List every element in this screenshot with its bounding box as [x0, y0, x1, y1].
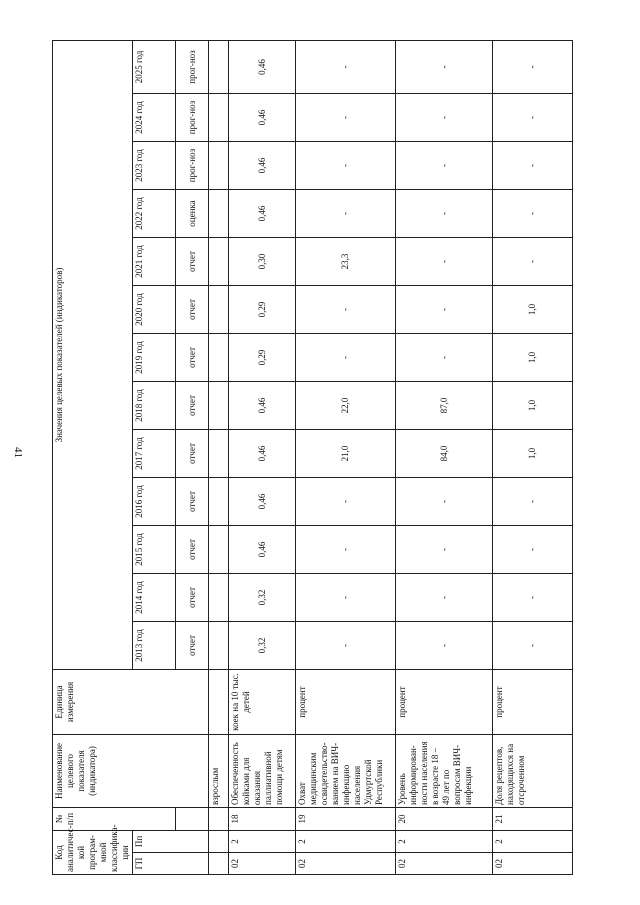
status-cell: отчет [176, 478, 209, 526]
year-2017: 2017 год [133, 430, 176, 478]
row-value: 1,0 [493, 286, 573, 334]
row-value: - [396, 190, 493, 238]
table-row [229, 40, 296, 874]
row-value: 0,46 [229, 430, 296, 478]
row-pp: 2 [493, 831, 573, 853]
header-name: Наименование целевого показателя (индикатора) [53, 735, 209, 808]
table-row [296, 40, 396, 874]
row-value: - [493, 94, 573, 142]
row-value: 0,32 [229, 622, 296, 670]
year-2015: 2015 год [133, 526, 176, 574]
row-name: Охват медицинским освидетельство-ванием на ВИЧ-инфекцию населения Удмуртской Республики [296, 735, 396, 808]
row-value: 0,46 [229, 478, 296, 526]
row-value: - [296, 286, 396, 334]
row-value: 1,0 [493, 334, 573, 382]
row-pp: 2 [296, 831, 396, 853]
row-num: 20 [396, 808, 493, 831]
row-name: Уровень информирован-ности населения в возрасте 18 – 49 лет по вопросам ВИЧ-инфекции [396, 735, 493, 808]
row-value: - [396, 526, 493, 574]
continued-name: взрослым [209, 735, 229, 808]
row-value: - [493, 238, 573, 286]
row-value: - [296, 574, 396, 622]
status-cell: прог-ноз [176, 40, 209, 93]
row-value: 0,46 [229, 142, 296, 190]
row-value: 0,46 [229, 526, 296, 574]
row-name: Обеспеченность койками для оказания паллиативной помощи детям [229, 735, 296, 808]
status-cell: отчет [176, 286, 209, 334]
row-value: 0,32 [229, 574, 296, 622]
year-2019: 2019 год [133, 334, 176, 382]
row-value: - [493, 574, 573, 622]
row-value: 0,30 [229, 238, 296, 286]
header-code-gp: ГП [133, 853, 209, 875]
row-num: 19 [296, 808, 396, 831]
row-gp: 02 [396, 853, 493, 875]
status-cell: отчет [176, 382, 209, 430]
row-value: 0,46 [229, 382, 296, 430]
row-value: - [296, 94, 396, 142]
header-unit: Единица измерения [53, 670, 209, 735]
row-value: - [396, 94, 493, 142]
row-name: Доля рецептов, находящихся на отсроченном [493, 735, 573, 808]
header-code-group: Код аналитичес-кой програм-мной классифика-ции [53, 831, 133, 875]
row-value: 0,46 [229, 40, 296, 93]
table-row [493, 40, 573, 874]
year-2022: 2022 год [133, 190, 176, 238]
year-2023: 2023 год [133, 142, 176, 190]
row-unit: процент [296, 670, 396, 735]
row-unit: процент [396, 670, 493, 735]
row-value: - [396, 286, 493, 334]
row-value: - [296, 478, 396, 526]
row-value: - [493, 190, 573, 238]
status-cell: отчет [176, 622, 209, 670]
row-value: - [296, 526, 396, 574]
row-value: 22,0 [296, 382, 396, 430]
indicator-table-sheet [52, 45, 573, 875]
header-num: № п/п [53, 808, 176, 831]
row-gp: 02 [296, 853, 396, 875]
year-2016: 2016 год [133, 478, 176, 526]
status-cell: прог-ноз [176, 94, 209, 142]
row-value: - [396, 142, 493, 190]
status-cell: отчет [176, 334, 209, 382]
status-cell: отчет [176, 526, 209, 574]
status-cell: отчет [176, 238, 209, 286]
year-2025: 2025 год [133, 40, 176, 93]
row-value: 0,46 [229, 94, 296, 142]
year-2024: 2024 год [133, 94, 176, 142]
row-num: 18 [229, 808, 296, 831]
table-row-continued [209, 40, 229, 874]
row-value: - [296, 142, 396, 190]
row-value: - [296, 190, 396, 238]
row-unit: коек на 10 тыс. детей [229, 670, 296, 735]
row-unit: процент [493, 670, 573, 735]
year-2018: 2018 год [133, 382, 176, 430]
status-cell: прог-ноз [176, 142, 209, 190]
row-value: 1,0 [493, 382, 573, 430]
row-num: 21 [493, 808, 573, 831]
row-value: 0,46 [229, 190, 296, 238]
indicator-table [52, 40, 573, 875]
row-value: - [296, 622, 396, 670]
row-value: - [493, 478, 573, 526]
row-value: 1,0 [493, 430, 573, 478]
row-value: 21,0 [296, 430, 396, 478]
header-values-group: Значения целевых показателей (индикаторов) [53, 40, 133, 669]
row-value: - [493, 142, 573, 190]
year-2014: 2014 год [133, 574, 176, 622]
status-cell: отчет [176, 430, 209, 478]
row-value: - [396, 238, 493, 286]
row-value: - [493, 622, 573, 670]
row-value: - [396, 574, 493, 622]
row-value: 84,0 [396, 430, 493, 478]
row-value: - [396, 622, 493, 670]
row-value: - [493, 526, 573, 574]
row-value: - [493, 40, 573, 93]
year-2020: 2020 год [133, 286, 176, 334]
header-row-1 [53, 40, 133, 874]
row-pp: 2 [396, 831, 493, 853]
row-value: - [296, 40, 396, 93]
row-value: - [396, 478, 493, 526]
status-cell: оценка [176, 190, 209, 238]
row-value: 23,3 [296, 238, 396, 286]
row-value: - [396, 40, 493, 93]
row-value: 0,29 [229, 334, 296, 382]
row-value: - [396, 334, 493, 382]
row-value: - [296, 334, 396, 382]
row-value: 0,29 [229, 286, 296, 334]
row-gp: 02 [493, 853, 573, 875]
header-code-pp: Пп [133, 831, 209, 853]
table-row [396, 40, 493, 874]
year-2013: 2013 год [133, 622, 176, 670]
row-pp: 2 [229, 831, 296, 853]
year-2021: 2021 год [133, 238, 176, 286]
status-cell: отчет [176, 574, 209, 622]
status-num-empty [176, 808, 209, 831]
row-gp: 02 [229, 853, 296, 875]
page-number: 41 [12, 447, 24, 458]
row-value: 87,0 [396, 382, 493, 430]
